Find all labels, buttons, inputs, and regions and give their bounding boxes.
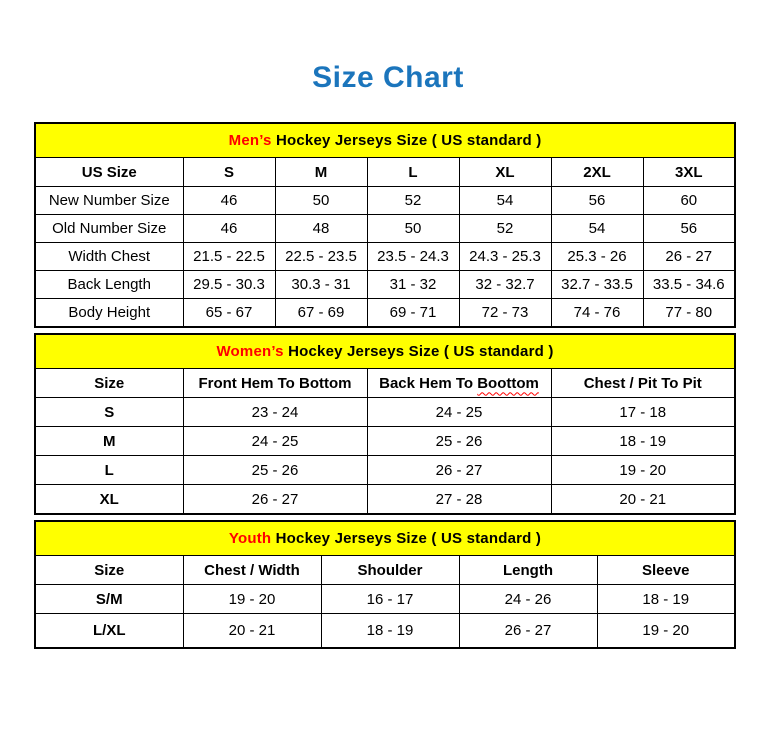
value-cell: 18 - 19 bbox=[597, 585, 735, 614]
value-cell: 19 - 20 bbox=[551, 456, 735, 485]
value-cell: 24 - 25 bbox=[183, 427, 367, 456]
youth-size-table bbox=[34, 520, 736, 649]
value-cell: 26 - 27 bbox=[459, 614, 597, 649]
value-cell: 20 - 21 bbox=[551, 485, 735, 515]
table-row bbox=[35, 398, 735, 427]
value-cell: 24 - 25 bbox=[367, 398, 551, 427]
table-row bbox=[35, 299, 735, 328]
page-title: Size Chart bbox=[312, 61, 464, 94]
youth-section-title bbox=[35, 521, 735, 556]
column-header-cell: M bbox=[275, 158, 367, 187]
value-cell: 23.5 - 24.3 bbox=[367, 243, 459, 271]
row-label-cell: Back Length bbox=[35, 271, 183, 299]
value-cell: 32 - 32.7 bbox=[459, 271, 551, 299]
value-cell: 17 - 18 bbox=[551, 398, 735, 427]
section-title-highlight: Youth bbox=[228, 530, 272, 547]
column-header-row bbox=[35, 158, 735, 187]
row-label-cell: M bbox=[35, 427, 183, 456]
value-cell: 25 - 26 bbox=[183, 456, 367, 485]
column-header-cell: US Size bbox=[35, 158, 183, 187]
column-header-cell: 3XL bbox=[643, 158, 735, 187]
value-cell: 52 bbox=[367, 187, 459, 215]
row-label-cell: New Number Size bbox=[35, 187, 183, 215]
column-header-row bbox=[35, 556, 735, 585]
column-header-cell: Chest / Pit To Pit bbox=[551, 369, 735, 398]
column-header-row bbox=[35, 369, 735, 398]
value-cell: 52 bbox=[459, 215, 551, 243]
value-cell: 19 - 20 bbox=[183, 585, 321, 614]
column-header-cell: Size bbox=[35, 556, 183, 585]
value-cell: 50 bbox=[275, 187, 367, 215]
table-row bbox=[35, 585, 735, 614]
value-cell: 74 - 76 bbox=[551, 299, 643, 328]
value-cell: 77 - 80 bbox=[643, 299, 735, 328]
row-label-cell: Width Chest bbox=[35, 243, 183, 271]
value-cell: 18 - 19 bbox=[321, 614, 459, 649]
size-chart bbox=[34, 122, 734, 649]
table-row bbox=[35, 427, 735, 456]
value-cell: 56 bbox=[643, 215, 735, 243]
misspelled-word: Boottom bbox=[477, 374, 539, 392]
value-cell: 65 - 67 bbox=[183, 299, 275, 328]
value-cell: 46 bbox=[183, 187, 275, 215]
value-cell: 46 bbox=[183, 215, 275, 243]
row-label-cell: Body Height bbox=[35, 299, 183, 328]
value-cell: 27 - 28 bbox=[367, 485, 551, 515]
value-cell: 22.5 - 23.5 bbox=[275, 243, 367, 271]
mens-section-title bbox=[35, 123, 735, 158]
value-cell: 54 bbox=[551, 215, 643, 243]
row-label-cell: S/M bbox=[35, 585, 183, 614]
column-header-cell: 2XL bbox=[551, 158, 643, 187]
value-cell: 19 - 20 bbox=[597, 614, 735, 649]
column-header-cell bbox=[367, 369, 551, 398]
table-row bbox=[35, 614, 735, 649]
womens-section-title bbox=[35, 334, 735, 369]
value-cell: 21.5 - 22.5 bbox=[183, 243, 275, 271]
value-cell: 33.5 - 34.6 bbox=[643, 271, 735, 299]
womens-size-table bbox=[34, 333, 736, 515]
mens-size-table bbox=[34, 122, 736, 328]
table-row bbox=[35, 215, 735, 243]
value-cell: 16 - 17 bbox=[321, 585, 459, 614]
column-header-cell: L bbox=[367, 158, 459, 187]
column-header-cell: Chest / Width bbox=[183, 556, 321, 585]
value-cell: 50 bbox=[367, 215, 459, 243]
column-header-cell: Sleeve bbox=[597, 556, 735, 585]
table-row bbox=[35, 456, 735, 485]
table-row bbox=[35, 187, 735, 215]
section-title-highlight: Women’s bbox=[216, 343, 284, 360]
row-label-cell: Old Number Size bbox=[35, 215, 183, 243]
column-header-cell: Shoulder bbox=[321, 556, 459, 585]
value-cell: 60 bbox=[643, 187, 735, 215]
section-title-highlight: Men’s bbox=[228, 132, 272, 149]
value-cell: 30.3 - 31 bbox=[275, 271, 367, 299]
section-title-text: Hockey Jerseys Size ( US standard ) bbox=[271, 132, 542, 149]
column-header-cell: XL bbox=[459, 158, 551, 187]
column-header-cell: Length bbox=[459, 556, 597, 585]
value-cell: 31 - 32 bbox=[367, 271, 459, 299]
value-cell: 24 - 26 bbox=[459, 585, 597, 614]
table-row bbox=[35, 485, 735, 515]
row-label-cell: S bbox=[35, 398, 183, 427]
column-header-text: Back Hem To bbox=[379, 374, 478, 392]
value-cell: 48 bbox=[275, 215, 367, 243]
table-row bbox=[35, 243, 735, 271]
value-cell: 24.3 - 25.3 bbox=[459, 243, 551, 271]
value-cell: 25 - 26 bbox=[367, 427, 551, 456]
column-header-cell: Front Hem To Bottom bbox=[183, 369, 367, 398]
value-cell: 26 - 27 bbox=[183, 485, 367, 515]
value-cell: 26 - 27 bbox=[643, 243, 735, 271]
column-header-cell: Size bbox=[35, 369, 183, 398]
value-cell: 26 - 27 bbox=[367, 456, 551, 485]
value-cell: 54 bbox=[459, 187, 551, 215]
row-label-cell: L bbox=[35, 456, 183, 485]
value-cell: 72 - 73 bbox=[459, 299, 551, 328]
value-cell: 69 - 71 bbox=[367, 299, 459, 328]
value-cell: 67 - 69 bbox=[275, 299, 367, 328]
table-row bbox=[35, 271, 735, 299]
section-title-text: Hockey Jerseys Size ( US standard ) bbox=[283, 343, 554, 360]
value-cell: 25.3 - 26 bbox=[551, 243, 643, 271]
row-label-cell: L/XL bbox=[35, 614, 183, 649]
column-header-cell: S bbox=[183, 158, 275, 187]
value-cell: 32.7 - 33.5 bbox=[551, 271, 643, 299]
row-label-cell: XL bbox=[35, 485, 183, 515]
value-cell: 29.5 - 30.3 bbox=[183, 271, 275, 299]
value-cell: 23 - 24 bbox=[183, 398, 367, 427]
value-cell: 56 bbox=[551, 187, 643, 215]
value-cell: 18 - 19 bbox=[551, 427, 735, 456]
section-title-text: Hockey Jerseys Size ( US standard ) bbox=[271, 530, 542, 547]
value-cell: 20 - 21 bbox=[183, 614, 321, 649]
